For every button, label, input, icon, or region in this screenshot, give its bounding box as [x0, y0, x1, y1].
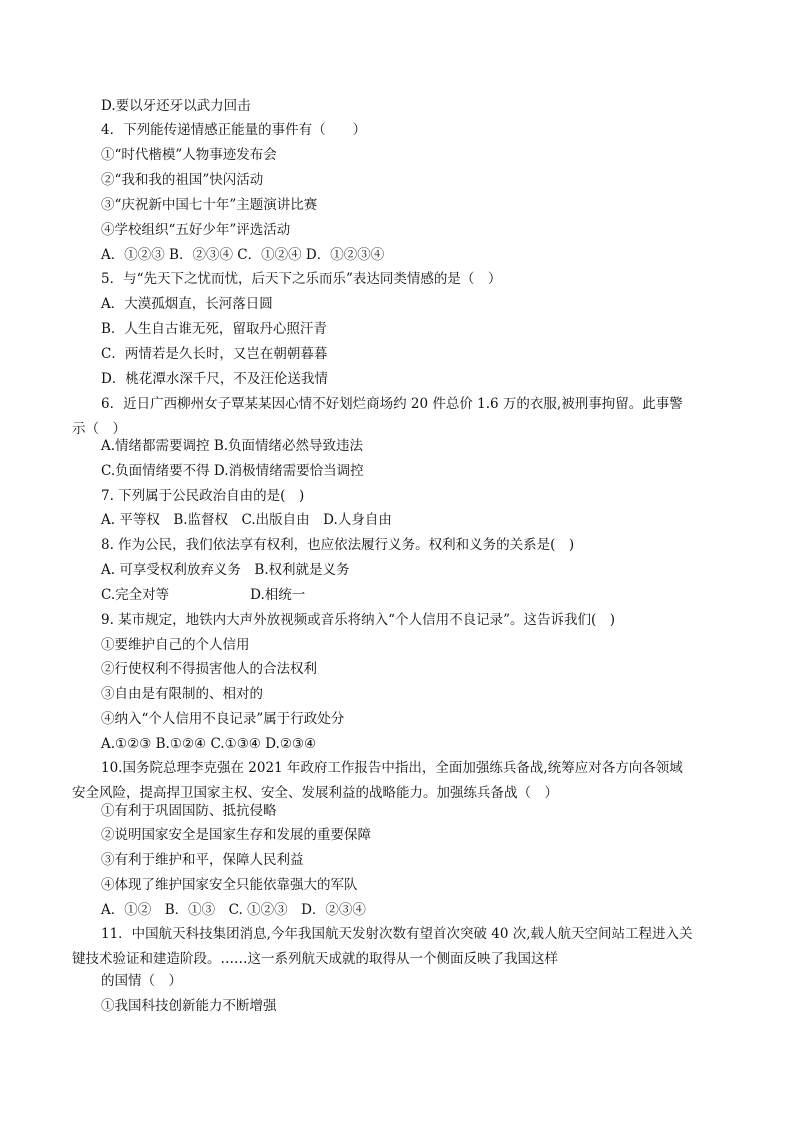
text-line: C.负面情绪要不得 D.消极情绪需要恰当调控: [101, 463, 364, 479]
text-line: ③有利于维护和平，保障人民利益: [101, 852, 304, 868]
text-line: D．桃花潭水深千尺，不及汪伦送我情: [101, 371, 328, 387]
question-4: 4．下列能传递情感正能量的事件有（ ）: [101, 122, 367, 138]
text-line: A.情绪都需要调控 B.负面情绪必然导致违法: [101, 438, 364, 454]
text-line: C.完全对等 D.相统一: [101, 587, 306, 603]
text-line: ②说明国家安全是国家生存和发展的重要保障: [101, 827, 371, 843]
text-line: A．大漠孤烟直，长河落日圆: [101, 296, 273, 312]
text-line: ④体现了维护国家安全只能依靠强大的军队: [101, 877, 358, 893]
text-line: ①我国科技创新能力不断增强: [101, 998, 277, 1014]
answer-options: A．①②③ B．②③④ C．①②④ D．①②③④: [101, 247, 385, 263]
text-line: D.要以牙还牙以武力回击: [101, 98, 251, 114]
answer-options: A．①② B．①③ C. ①②③ D．②③④: [101, 902, 366, 918]
text-line: A. 平等权 B.监督权 C.出版自由 D.人身自由: [101, 512, 392, 528]
text-line: ①“时代楷模”人物事迹发布会: [101, 147, 277, 163]
text-line: B．人生自古谁无死，留取丹心照汗青: [101, 321, 327, 337]
text-line: ③自由是有限制的、相对的: [101, 686, 263, 702]
text-line: ③“庆祝新中国七十年”主题演讲比赛: [101, 197, 318, 213]
text-line: 的国情（ ）: [101, 973, 182, 989]
question-7: 7. 下列属于公民政治自由的是( ): [101, 488, 305, 504]
text-line: ①要维护自己的个人信用: [101, 637, 250, 653]
text-line: ①有利于巩固国防、抵抗侵略: [101, 803, 277, 819]
question-8: 8. 作为公民，我们依法享有权利，也应依法履行义务。权利和义务的关系是( ): [101, 537, 575, 553]
text-line: A. 可享受权利放弃义务 B.权利就是义务: [101, 562, 350, 578]
text-line: ②行使权利不得损害他人的合法权利: [101, 661, 317, 677]
text-line: ④纳入“个人信用不良记录”属于行政处分: [101, 711, 345, 727]
question-6: 6．近日广西柳州女子覃某某因心情不好划烂商场约 20 件总价 1.6 万的衣服,被刑事拘留。此事警示（ ）: [72, 396, 683, 437]
answer-options: A.①②③ B.①②④ C.①③④ D.②③④: [101, 736, 317, 752]
text-line: ④学校组织“五好少年”评选活动: [101, 222, 291, 238]
text-line: C．两情若是久长时，又岂在朝朝暮暮: [101, 346, 328, 362]
question-11: 11．中国航天科技集团消息,今年我国航天发射次数有望首次突破 40 次,载人航天空间站工程进入关键技术验证和建造阶段。……这一系列航天成就的取得从一个侧面反映了我国这样: [72, 926, 693, 967]
question-9: 9. 某市规定，地铁内大声外放视频或音乐将纳入“个人信用不良记录”。这告诉我们( ): [101, 612, 616, 628]
question-5: 5．与“先天下之忧而忧，后天下之乐而乐”表达同类情感的是（ ）: [101, 271, 502, 287]
text-line: ②“我和我的祖国”快闪活动: [101, 172, 264, 188]
question-10: 10.国务院总理李克强在 2021 年政府工作报告中指出，全面加强练兵备战,统筹应对各方向各领域安全风险，提高捍卫国家主权、安全、发展利益的战略能力。加强练兵备战（ ）: [72, 760, 683, 801]
